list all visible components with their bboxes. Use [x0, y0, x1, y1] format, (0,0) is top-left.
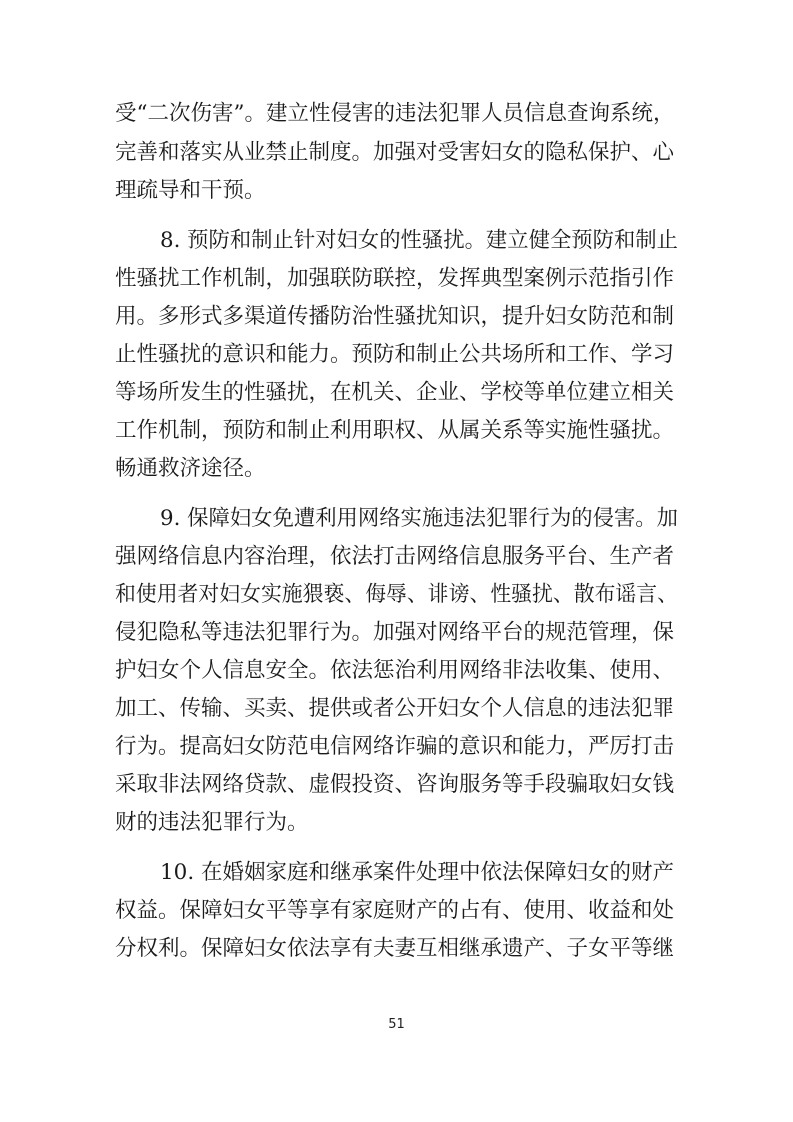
line-text: 止性骚扰的意识和能力。预防和制止公共场所和工作、学习: [115, 342, 675, 367]
text-line: [0, 505, 793, 533]
text-line: [0, 657, 793, 685]
text-line: [0, 379, 793, 407]
line-text: 8. 预防和制止针对妇女的性骚扰。建立健全预防和制止: [160, 228, 678, 253]
text-line: [0, 859, 793, 887]
line-text: 护妇女个人信息安全。依法惩治利用网络非法收集、使用、: [115, 658, 675, 683]
page-number: 51: [388, 1017, 405, 1032]
text-line: [0, 227, 793, 255]
line-text: 采取非法网络贷款、虚假投资、咨询服务等手段骗取妇女钱: [115, 772, 675, 797]
text-line: [0, 809, 793, 837]
line-text: 加工、传输、买卖、提供或者公开妇女个人信息的违法犯罪: [115, 696, 675, 721]
line-text: 性骚扰工作机制，加强联防联控，发挥典型案例示范指引作: [115, 266, 675, 291]
line-text: 9. 保障妇女免遭利用网络实施违法犯罪行为的侵害。加: [160, 506, 678, 531]
line-text: 等场所发生的性骚扰，在机关、企业、学校等单位建立相关: [115, 380, 675, 405]
text-line: [0, 935, 793, 963]
line-text: 受“二次伤害”。建立性侵害的违法犯罪人员信息查询系统，: [115, 101, 675, 126]
text-line: [0, 619, 793, 647]
line-text: 分权利。保障妇女依法享有夫妻互相继承遗产、子女平等继: [115, 936, 675, 961]
line-text: 强网络信息内容治理，依法打击网络信息服务平台、生产者: [115, 544, 675, 569]
text-line: [0, 771, 793, 799]
line-text: 和使用者对妇女实施猥亵、侮辱、诽谤、性骚扰、散布谣言、: [115, 582, 678, 607]
line-text: 侵犯隐私等违法犯罪行为。加强对网络平台的规范管理，保: [115, 620, 675, 645]
text-line: [0, 581, 793, 609]
text-line: [0, 695, 793, 723]
line-text: 权益。保障妇女平等享有家庭财产的占有、使用、收益和处: [115, 898, 675, 923]
line-text: 畅通救济途径。: [115, 456, 266, 481]
line-text: 完善和落实从业禁止制度。加强对受害妇女的隐私保护、心: [115, 140, 675, 165]
text-line: [0, 139, 793, 167]
text-line: [0, 100, 793, 128]
text-line: [0, 303, 793, 331]
line-text: 工作机制，预防和制止利用职权、从属关系等实施性骚扰。: [115, 418, 675, 443]
line-text: 理疏导和干预。: [115, 178, 266, 203]
text-line: [0, 897, 793, 925]
line-text: 行为。提高妇女防范电信网络诈骗的意识和能力，严厉打击: [115, 734, 675, 759]
line-text: 财的违法犯罪行为。: [115, 810, 309, 835]
text-line: [0, 733, 793, 761]
text-line: [0, 543, 793, 571]
text-line: [0, 341, 793, 369]
text-line: [0, 265, 793, 293]
text-line: [0, 455, 793, 483]
text-line: [0, 177, 793, 205]
text-line: [0, 417, 793, 445]
line-text: 用。多形式多渠道传播防治性骚扰知识，提升妇女防范和制: [115, 304, 675, 329]
line-text: 10. 在婚姻家庭和继承案件处理中依法保障妇女的财产: [160, 860, 675, 885]
